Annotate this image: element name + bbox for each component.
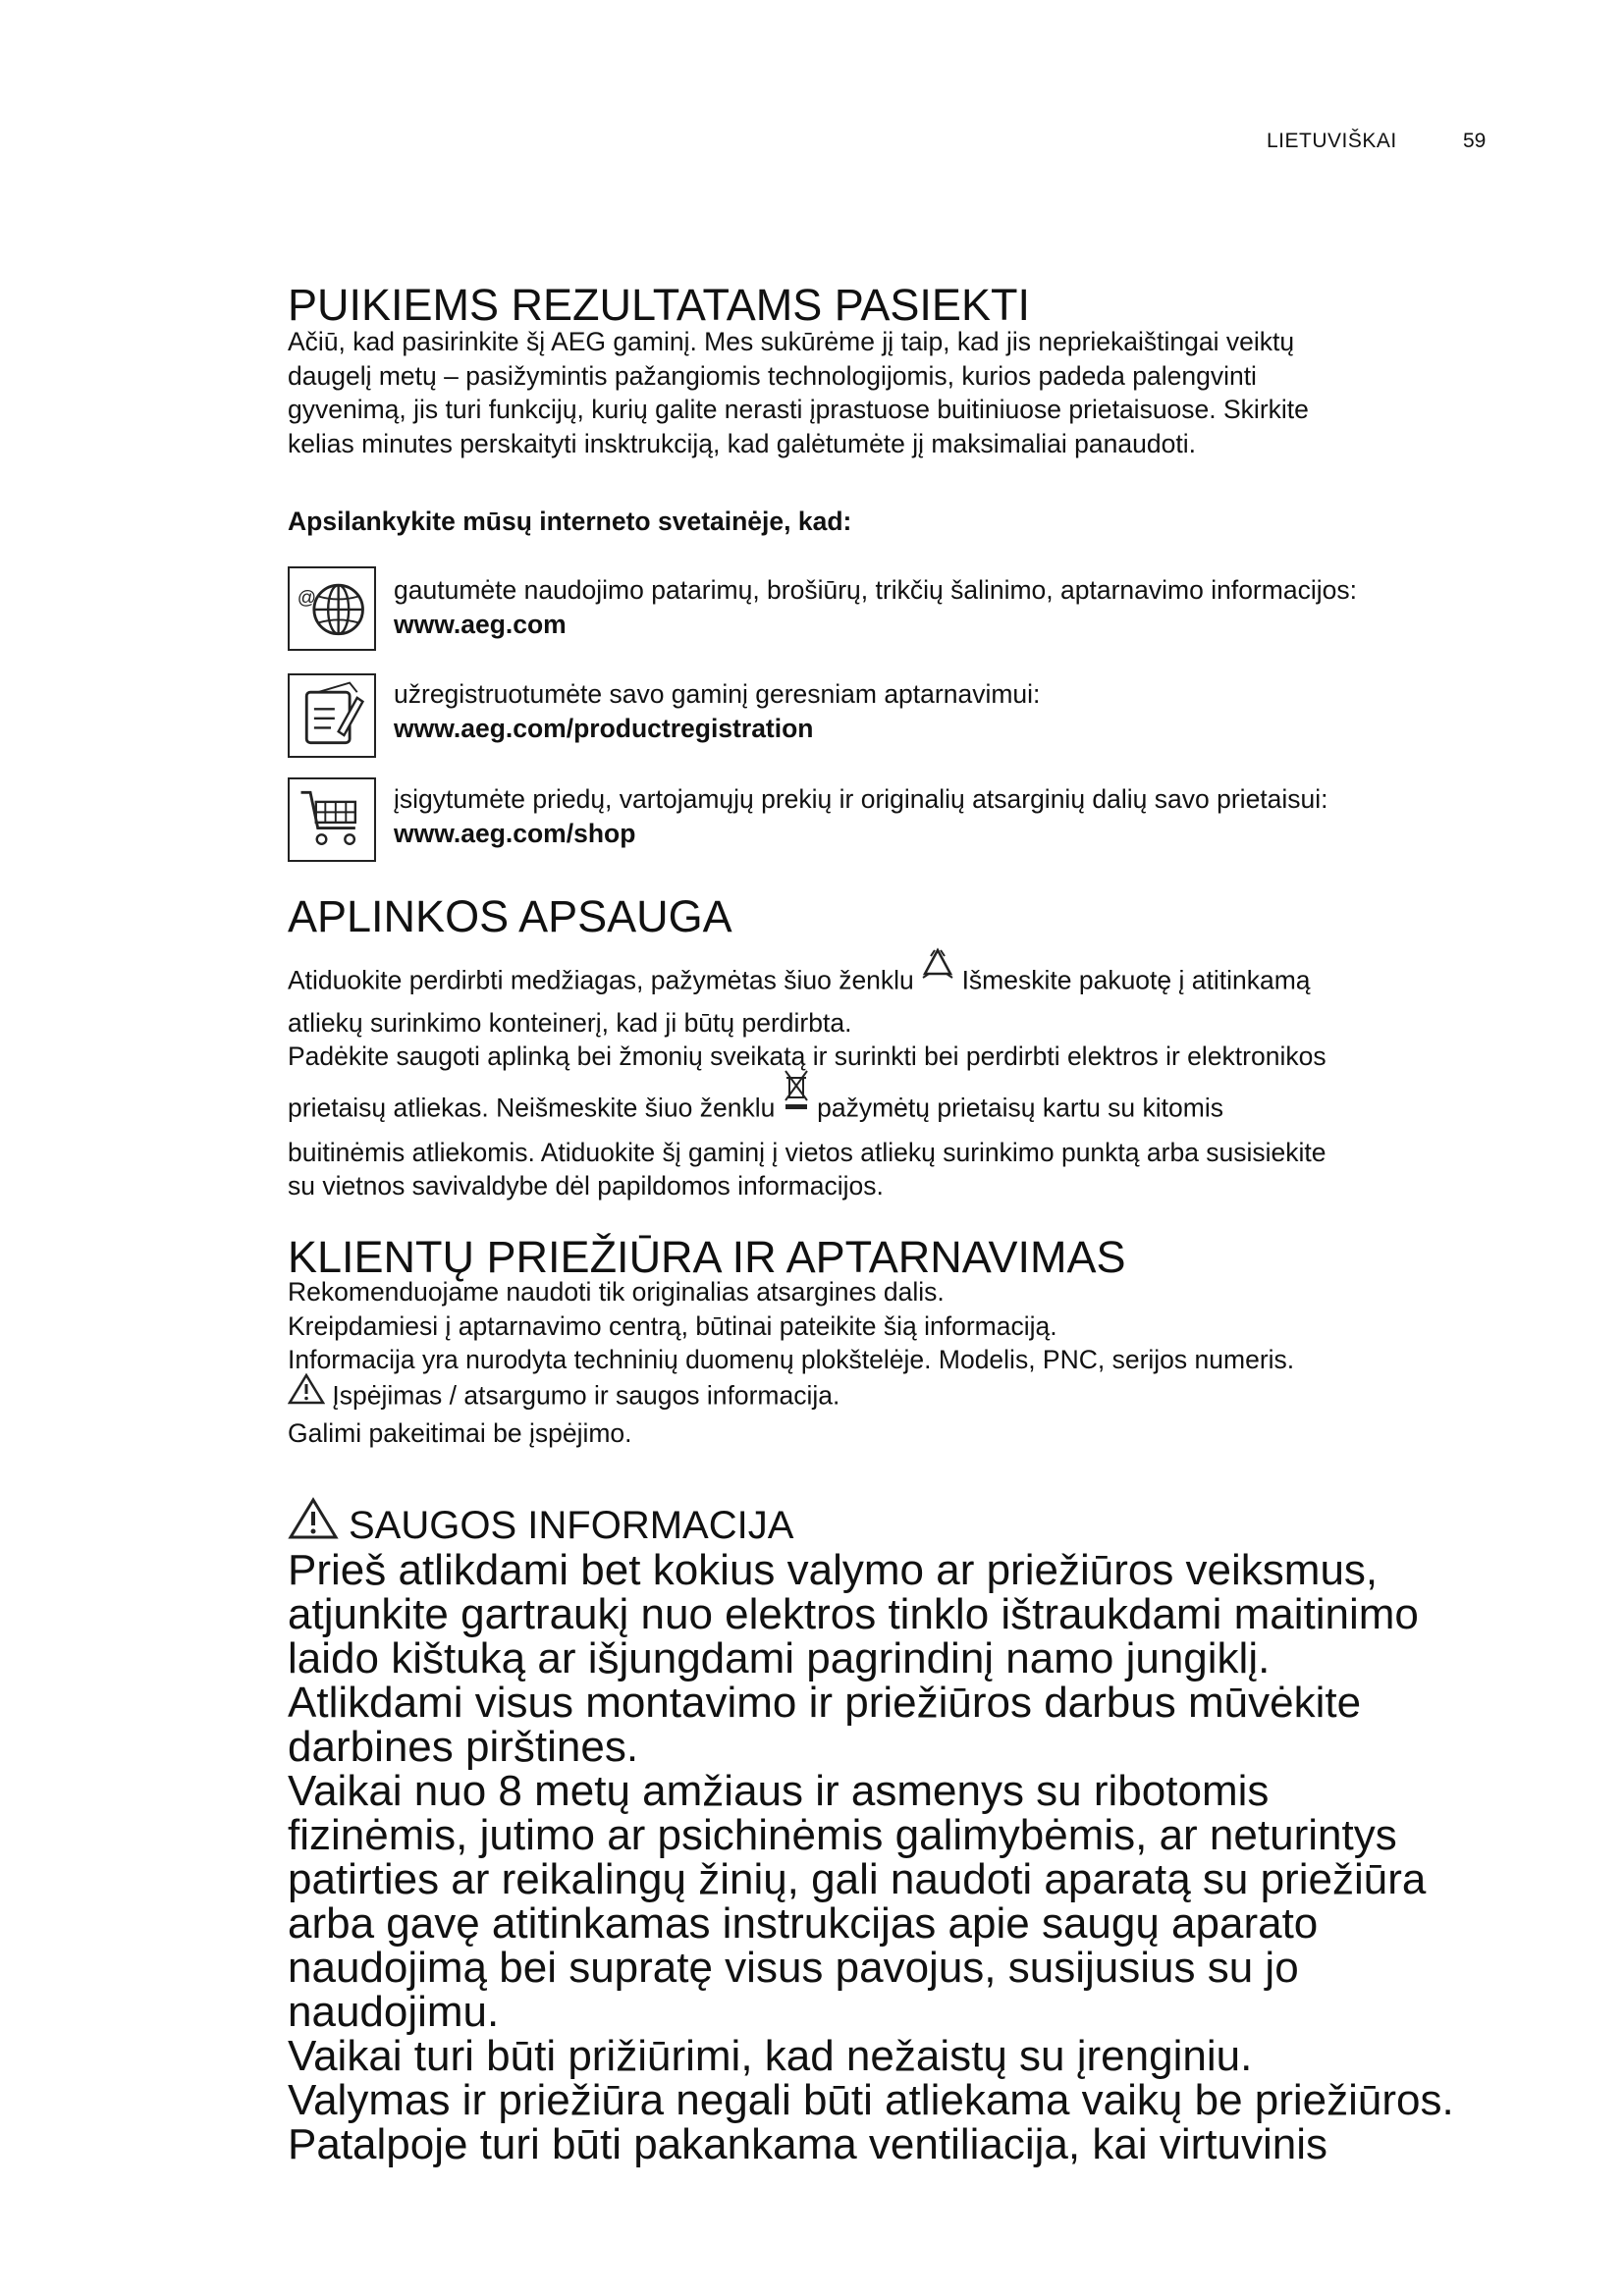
intro-line: Ačiū, kad pasirinkite šį AEG gaminį. Mes sukūrėme jį taip, kad jis nepriekaištingai veiktų: [288, 327, 1295, 356]
care-line-1: Rekomenduojame naudoti tik originalias atsargines dalis.: [288, 1277, 945, 1307]
section-title-environment: APLINKOS APSAUGA: [288, 891, 732, 941]
header-language: LIETUVIŠKAI: [1267, 130, 1397, 152]
env-line-5: buitinėmis atliekomis. Atiduokite šį gaminį į vietos atliekų surinkimo punktą arba susisiekite: [288, 1137, 1326, 1167]
visit-website-heading: Apsilankykite mūsų interneto svetainėje, kad:: [288, 507, 852, 536]
safety-line: Vaikai turi būti prižiūrimi, kad nežaistų su įrenginiu.: [288, 2032, 1253, 2080]
registration-text: užregistruotumėte savo gaminį geresniam aptarnavimui:: [394, 679, 1041, 709]
shop-text: įsigytumėte priedų, vartojamųjų prekių ir originalių atsarginių dalių savo prietaisui:: [394, 784, 1328, 814]
safety-line: Atlikdami visus montavimo ir priežiūros darbus mūvėkite: [288, 1679, 1362, 1727]
care-line-3: Informacija yra nurodyta techninių duomenų plokštelėje. Modelis, PNC, serijos numeris.: [288, 1345, 1295, 1374]
safety-line: darbines pirštines.: [288, 1723, 639, 1771]
safety-line: naudojimą bei supratę visus pavojus, susijusius su jo: [288, 1944, 1299, 1992]
shopping-cart-icon: [288, 777, 376, 862]
crossed-bin-icon: [783, 1068, 810, 1120]
env-line4-after: pažymėtų prietaisų kartu su kitomis: [817, 1093, 1223, 1123]
care-line-4: Įspėjimas / atsargumo ir saugos informacija.: [332, 1379, 840, 1410]
environment-line-1: [288, 958, 1326, 1074]
section-title-customer-care: KLIENTŲ PRIEŽIŪRA IR APTARNAVIMAS: [288, 1232, 1126, 1282]
globe-icon: [288, 566, 376, 651]
link-product-registration[interactable]: www.aeg.com/productregistration: [394, 714, 814, 743]
intro-paragraph: [288, 325, 1309, 460]
env-line1-after: Išmeskite pakuotę į atitinkamą: [961, 965, 1311, 995]
safety-title-row: [288, 1497, 793, 1545]
environment-line-4: [288, 1084, 1326, 1203]
safety-line: laido kištuką ar išjungdami pagrindinį namo jungiklį.: [288, 1634, 1271, 1682]
svg-text:@: @: [297, 588, 317, 610]
warning-icon: [288, 1497, 339, 1545]
warning-icon: [288, 1373, 325, 1414]
customer-care-paragraph: [288, 1275, 1294, 1451]
globe-text: gautumėte naudojimo patarimų, brošiūrų, trikčių šalinimo, aptarnavimo informacijos:: [394, 575, 1357, 605]
safety-paragraph: [288, 1548, 1454, 2166]
env-line-3: Padėkite saugoti aplinką bei žmonių sveikatą ir surinkti bei perdirbti elektros ir elektronikos: [288, 1041, 1326, 1071]
link-aeg-com[interactable]: www.aeg.com: [394, 610, 567, 639]
page-number: 59: [1463, 130, 1487, 152]
registration-form-icon: [288, 673, 376, 758]
safety-line: Prieš atlikdami bet kokius valymo ar priežiūros veiksmus,: [288, 1546, 1379, 1594]
safety-line: naudojimu.: [288, 1988, 500, 2036]
section-title-results: PUIKIEMS REZULTATAMS PASIEKTI: [288, 280, 1030, 330]
safety-line: Valymas ir priežiūra negali būti atliekama vaikų be priežiūros.: [288, 2076, 1454, 2124]
safety-line: patirties ar reikalingų žinių, gali naudoti aparatą su priežiūra: [288, 1855, 1427, 1903]
safety-line: Vaikai nuo 8 metų amžiaus ir asmenys su ribotomis: [288, 1767, 1270, 1815]
care-line-2: Kreipdamiesi į aptarnavimo centrą, būtinai pateikite šią informaciją.: [288, 1310, 1057, 1341]
env-line-6: su vietnos savivaldybe dėl papildomos informacijos.: [288, 1171, 884, 1201]
safety-line: atjunkite gartraukį nuo elektros tinklo ištraukdami maitinimo: [288, 1590, 1419, 1638]
safety-line: fizinėmis, jutimo ar psichinėmis galimybėmis, ar neturintys: [288, 1811, 1397, 1859]
env-line4-before: prietaisų atliekas. Neišmeskite šiuo ženklu: [288, 1093, 776, 1123]
intro-line: daugelį metų – pasižymintis pažangiomis technologijomis, kurios padeda palengvinti: [288, 360, 1257, 391]
intro-line: gyvenimą, jis turi funkcijų, kurių galite nerasti įprastuose buitiniuose prietaisuose. Skirkite: [288, 395, 1309, 424]
intro-line: kelias minutes perskaityti insktrukciją, kad galėtumėte jį maksimaliai panaudoti.: [288, 428, 1196, 458]
env-line-2: atliekų surinkimo konteinerį, kad ji būtų perdirbta.: [288, 1007, 852, 1038]
recycling-icon: [921, 946, 954, 994]
env-line1-before: Atiduokite perdirbti medžiagas, pažymėtas šiuo ženklu: [288, 965, 914, 995]
safety-line: arba gavę atitinkamas instrukcijas apie saugų aparato: [288, 1899, 1319, 1948]
safety-line: Patalpoje turi būti pakankama ventiliacija, kai virtuvinis: [288, 2120, 1327, 2168]
section-title-safety: SAUGOS INFORMACIJA: [349, 1504, 794, 1547]
link-aeg-shop[interactable]: www.aeg.com/shop: [394, 819, 636, 848]
care-line-5: Galimi pakeitimai be įspėjimo.: [288, 1418, 632, 1448]
